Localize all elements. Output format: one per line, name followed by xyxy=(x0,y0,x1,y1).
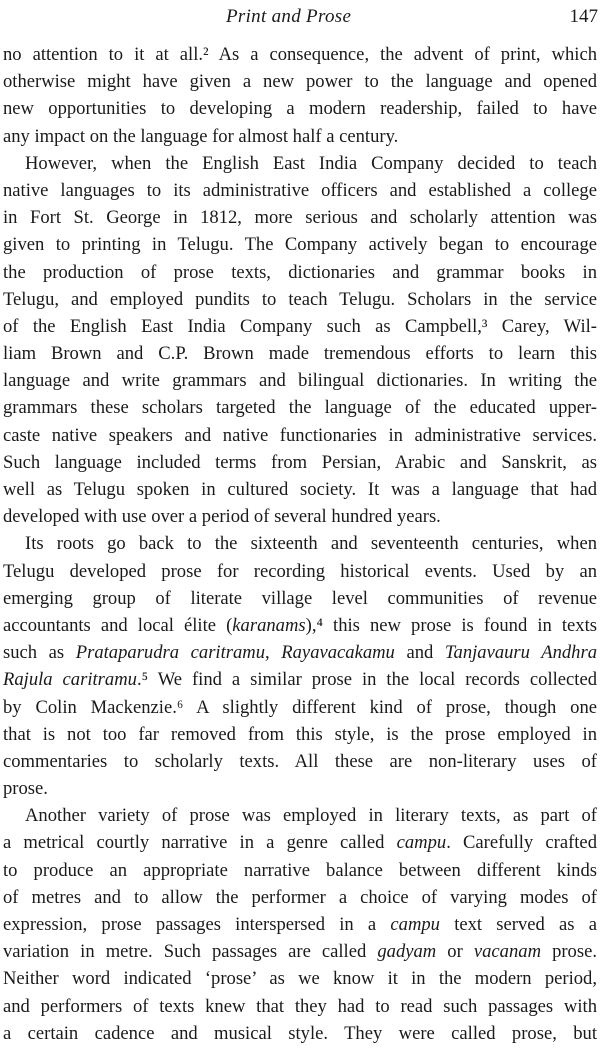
text-line: Telugu developed prose for recording historical events. Used by an xyxy=(3,560,597,582)
text-line: developed with use over a period of several hundred years. xyxy=(3,506,441,528)
body-text xyxy=(3,41,597,1047)
text-line: caste native speakers and native functionaries in administrative services. xyxy=(3,424,597,446)
text-line: Rajula caritramu.⁵ We find a similar prose in the local records collected xyxy=(3,669,597,691)
text-line: grammars these scholars targeted the language of the educated upper- xyxy=(3,397,597,419)
text-line: emerging group of literate village level communities of revenue xyxy=(3,587,597,609)
text-line: prose. xyxy=(3,778,48,800)
text-line: to produce an appropriate narrative balance between different kinds xyxy=(3,859,597,881)
text-line: variation in metre. Such passages are called gadyam or vacanam prose. xyxy=(3,941,597,963)
text-line: However, when the English East India Company decided to teach xyxy=(25,152,597,174)
text-line: Neither word indicated ‘prose’ as we know it in the modern period, xyxy=(3,968,597,990)
text-line: such as Prataparudra caritramu, Rayavacakamu and Tanjavauru Andhra xyxy=(3,642,597,664)
text-line: Telugu, and employed pundits to teach Telugu. Scholars in the service xyxy=(3,288,597,310)
text-line: any impact on the language for almost half a century. xyxy=(3,125,399,147)
text-line: of the English East India Company such as Campbell,³ Carey, Wil- xyxy=(3,315,597,337)
text-line: of metres and to allow the performer a choice of varying modes of xyxy=(3,886,597,908)
page-number: 147 xyxy=(569,6,598,27)
text-line: the production of prose texts, dictionaries and grammar books in xyxy=(3,261,597,283)
text-line: in Fort St. George in 1812, more serious and scholarly attention was xyxy=(3,207,597,229)
text-line: native languages to its administrative officers and established a college xyxy=(3,179,597,201)
text-line: accountants and local élite (karanams),⁴ this new prose is found in texts xyxy=(3,614,597,636)
text-line: otherwise might have given a new power to the language and opened xyxy=(3,71,597,93)
text-line: well as Telugu spoken in cultured society. It was a language that had xyxy=(3,479,597,500)
text-line: Such language included terms from Persian, Arabic and Sanskrit, as xyxy=(3,451,597,473)
text-line: a certain cadence and musical style. They were called prose, but xyxy=(3,1022,597,1044)
text-line: new opportunities to developing a modern readership, failed to have xyxy=(3,98,597,120)
text-line: commentaries to scholarly texts. All these are non-literary uses of xyxy=(3,750,597,772)
running-title: Print and Prose xyxy=(226,6,352,27)
text-line: liam Brown and C.P. Brown made tremendous efforts to learn this xyxy=(3,343,597,365)
page-header xyxy=(0,4,600,30)
text-line: by Colin Mackenzie.⁶ A slightly different kind of prose, though one xyxy=(3,696,597,718)
text-line: given to printing in Telugu. The Company actively began to encourage xyxy=(3,234,597,256)
text-line: expression, prose passages interspersed in a campu text served as a xyxy=(3,914,597,935)
text-line: no attention to it at all.² As a consequence, the advent of print, which xyxy=(3,44,597,65)
text-line: a metrical courtly narrative in a genre called campu. Carefully crafted xyxy=(3,832,597,854)
text-line: and performers of texts knew that they had to read such passages with xyxy=(3,995,597,1017)
text-line: Its roots go back to the sixteenth and seventeenth centuries, when xyxy=(25,533,597,555)
text-line: that is not too far removed from this style, is the prose employed in xyxy=(3,723,597,745)
text-line: Another variety of prose was employed in literary texts, as part of xyxy=(25,805,597,827)
text-line: language and write grammars and bilingual dictionaries. In writing the xyxy=(3,370,597,392)
